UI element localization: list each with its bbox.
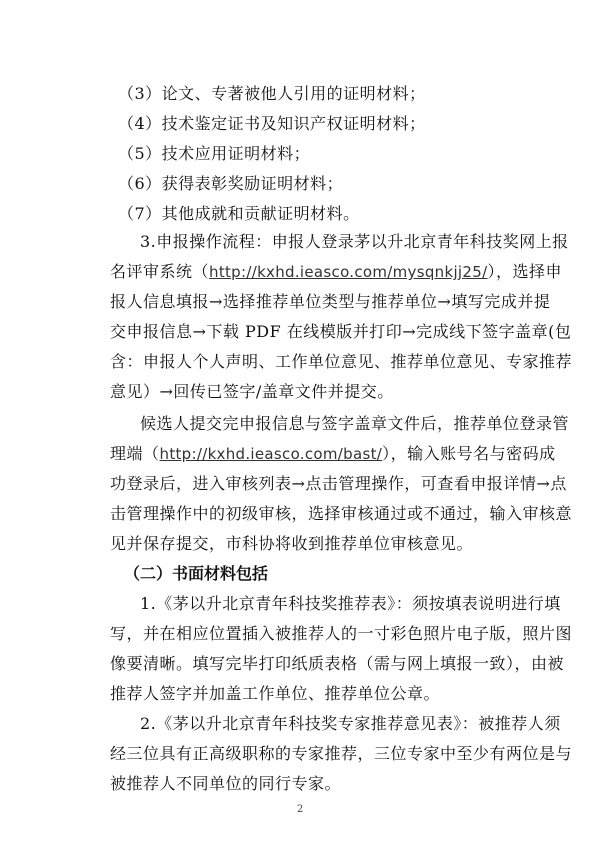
material-item-7: （7）其他成就和贡献证明材料。: [118, 204, 360, 223]
step3-line-6: 意见）→回传已签字/盖章文件并提交。: [110, 382, 394, 401]
page-number: 2: [296, 804, 304, 815]
management-portal-link[interactable]: http://kxhd.ieasco.com/bast/: [159, 445, 383, 463]
step3-line-2-prefix: 名评审系统（: [110, 262, 210, 281]
material-item-3: （3）论文、专著被他人引用的证明材料；: [118, 84, 426, 103]
step3-line-2: [110, 262, 562, 282]
step3-line-5: 含：申报人个人声明、工作单位意见、推荐单位意见、专家推荐: [110, 352, 573, 371]
material-item-5: （5）技术应用证明材料；: [118, 144, 311, 163]
paper2-line-2: 经三位具有正高级职称的专家推荐，三位专家中至少有两位是与: [110, 744, 573, 763]
paper1-line-1: 1.《茅以升北京青年科技奖推荐表》：须按填表说明进行填: [140, 594, 561, 613]
step3-line-3: 报人信息填报→选择推荐单位类型与推荐单位→填写完成并提: [110, 292, 551, 311]
step3-line-4: 交申报信息→下载 PDF 在线模版并打印→完成线下签字盖章(包: [110, 322, 572, 341]
paper1-line-3: 像要清晰。填写完毕打印纸质表格（需与网上填报一致），由被: [110, 654, 565, 673]
paper2-line-3: 被推荐人不同单位的同行专家。: [110, 774, 342, 793]
review-line-4: 击管理操作中的初级审核，选择审核通过或不通过，输入审核意: [110, 504, 573, 523]
step3-line-1: 3.申报操作流程：申报人登录茅以升北京青年科技奖网上报: [140, 232, 569, 251]
material-item-6: （6）获得表彰奖励证明材料；: [118, 174, 344, 193]
paper1-line-2: 写，并在相应位置插入被推荐人的一寸彩色照片电子版，照片图: [110, 624, 573, 643]
review-line-2-suffix: ），输入账号名与密码成: [382, 444, 556, 463]
section-heading: （二）书面材料包括: [124, 564, 269, 583]
review-line-1: 候选人提交完申报信息与签字盖章文件后，推荐单位登录管: [140, 414, 570, 433]
review-line-2-prefix: 理端（: [110, 444, 160, 463]
paper1-line-4: 推荐人签字并加盖工作单位、推荐单位公章。: [110, 684, 441, 703]
registration-system-link[interactable]: http://kxhd.ieasco.com/mysqnkjj25/: [209, 263, 488, 281]
review-line-3: 功登录后，进入审核列表→点击管理操作，可查看申报详情→点: [110, 474, 567, 493]
review-line-5: 见并保存提交，市科协将收到推荐单位审核意见。: [110, 534, 474, 553]
material-item-4: （4）技术鉴定证书及知识产权证明材料；: [118, 114, 426, 133]
step3-line-2-suffix: ），选择申: [487, 262, 562, 281]
paper2-line-1: 2.《茅以升北京青年科技奖专家推荐意见表》：被推荐人须: [140, 714, 561, 733]
review-line-2: [110, 444, 556, 464]
